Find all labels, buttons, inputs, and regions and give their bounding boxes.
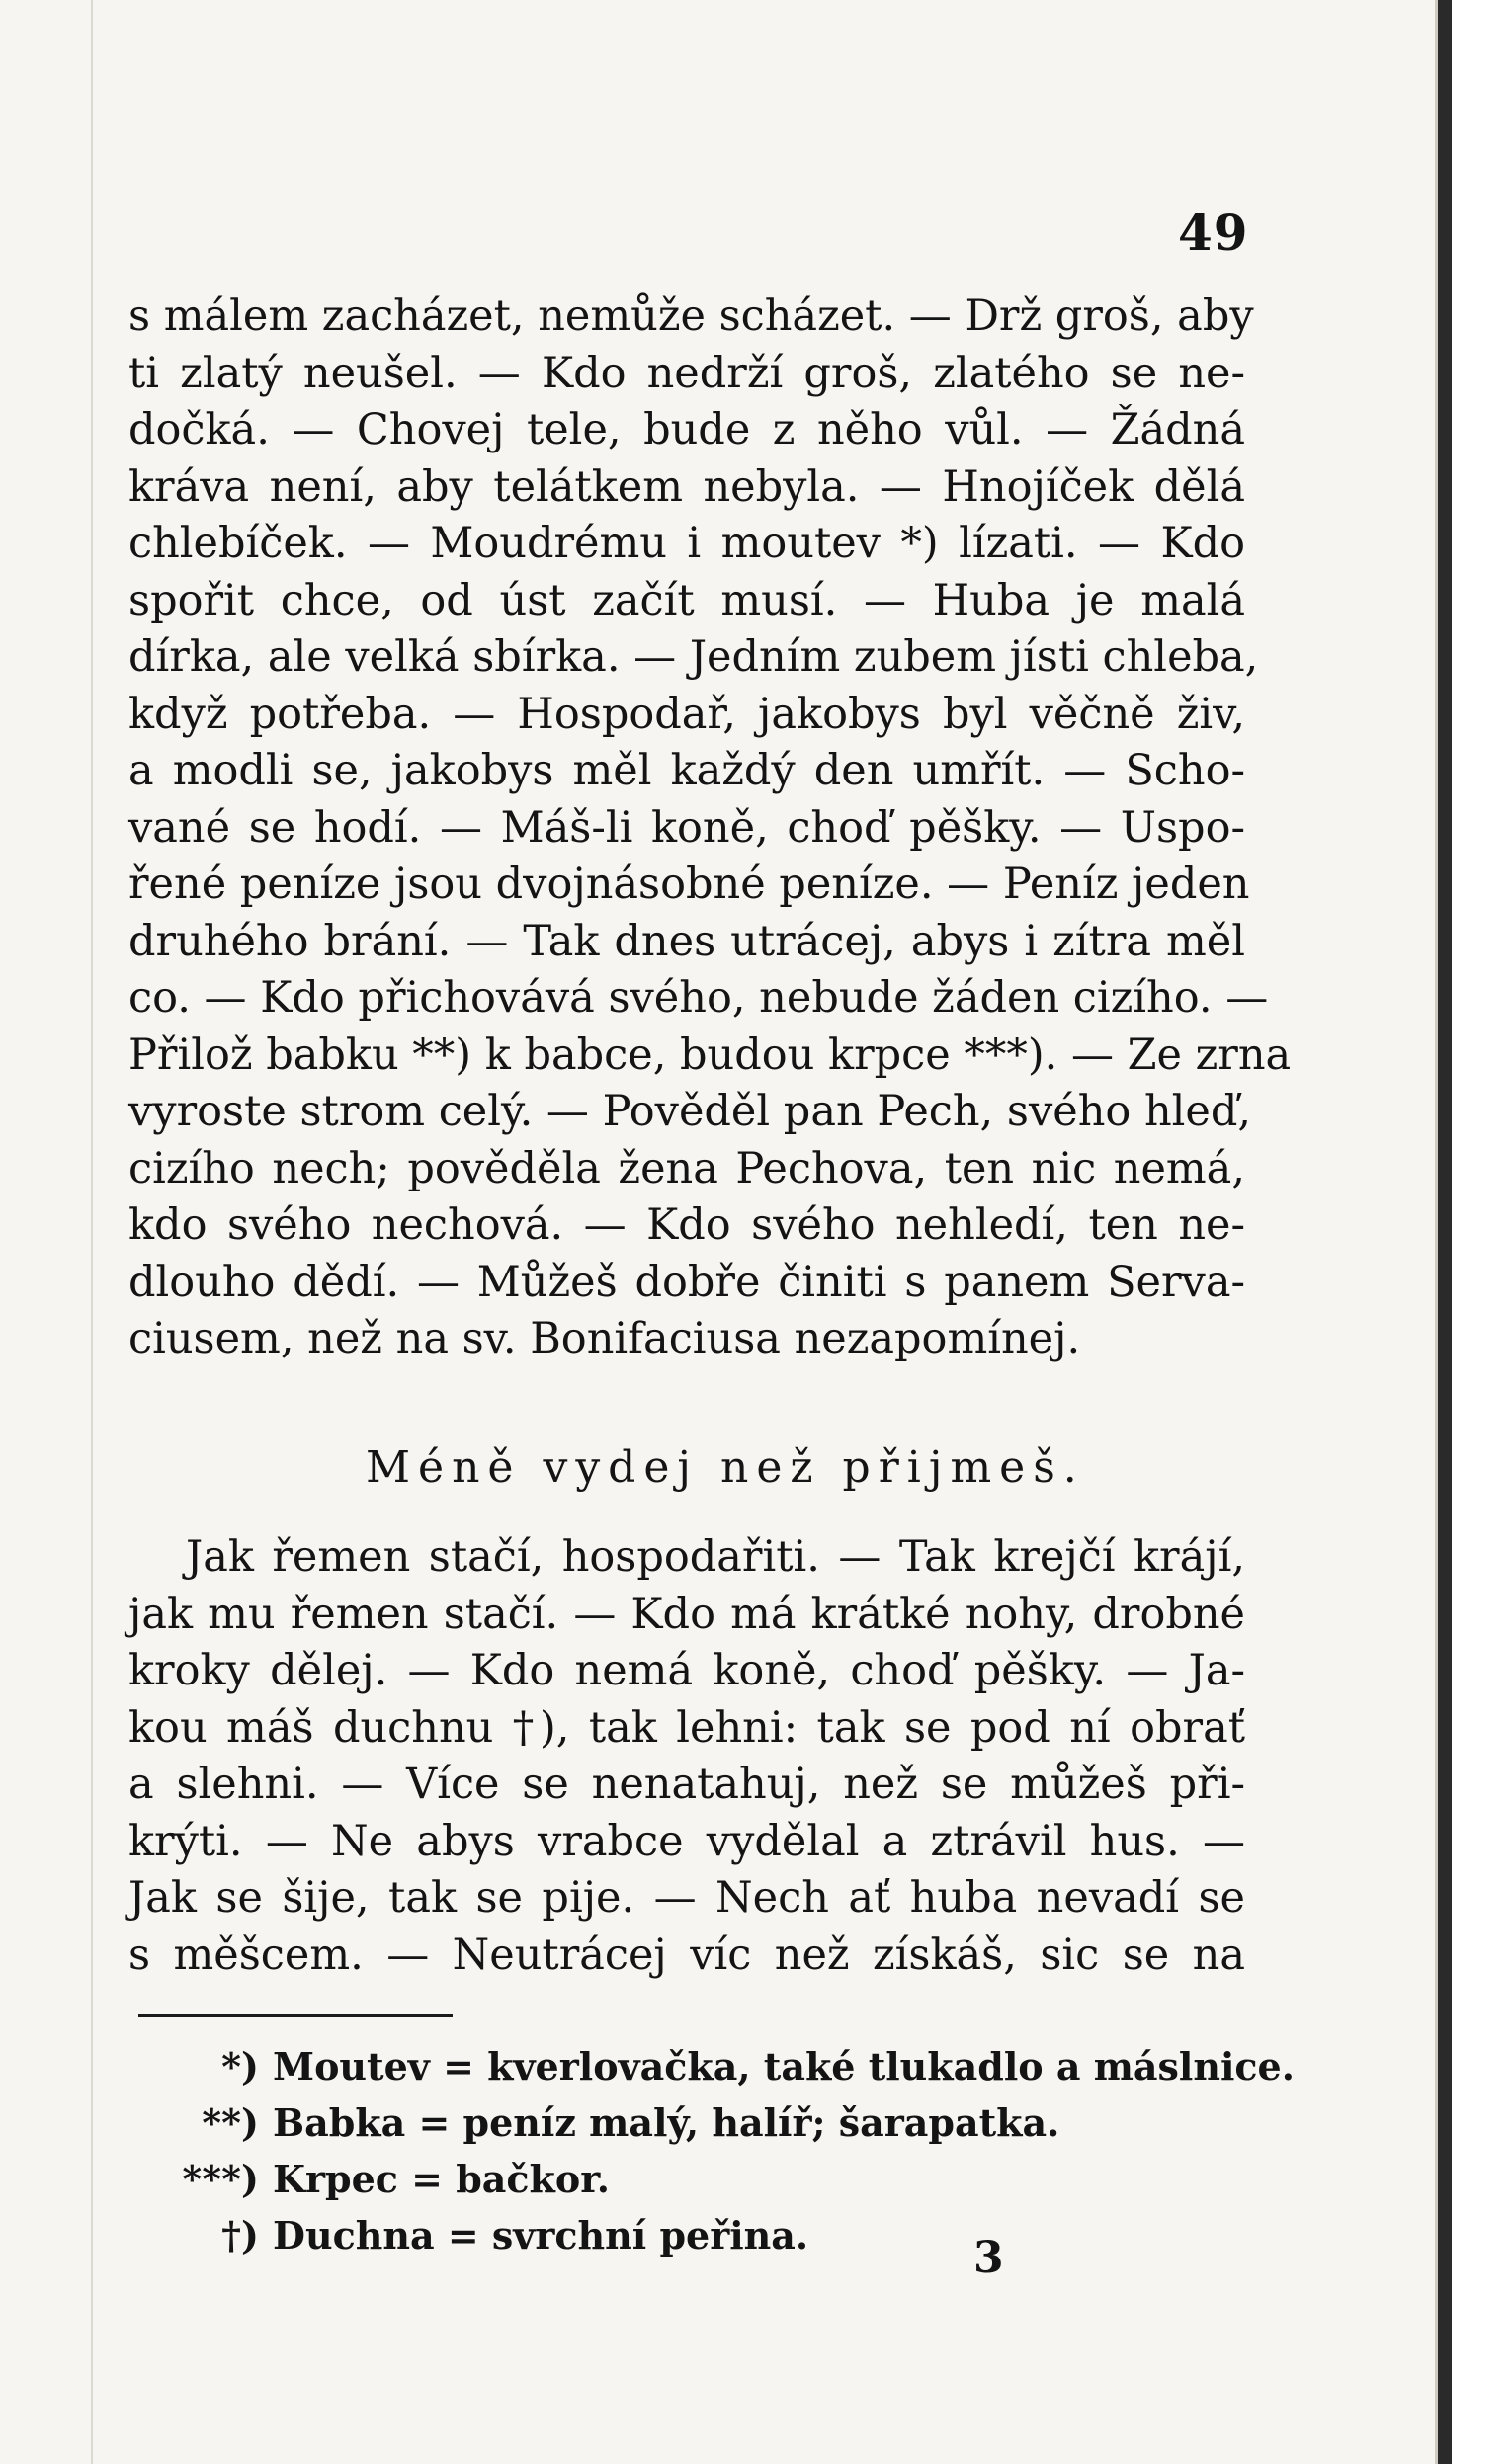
scan-margin [1459, 0, 1512, 2464]
text-line: a slehni. — Více se nenatahuj, než se můžeš při- [128, 1760, 1245, 1809]
footnote-text: Krpec = bačkor. [273, 2157, 610, 2201]
text-line: Jak se šije, tak se pije. — Nech ať huba nevadí se [128, 1873, 1245, 1923]
text-line: druhého brání. — Tak dnes utrácej, abys i zítra měl [128, 916, 1245, 966]
section-heading: Méně vydej než přijmeš. [366, 1442, 1085, 1493]
footnote-mark: †) [221, 2213, 259, 2258]
text-line: Přilož babku **) k babce, budou krpce ***). — Ze zrna [128, 1029, 1292, 1080]
scan-border [1438, 0, 1452, 2464]
footnotes [148, 2038, 1295, 2263]
footnote-mark: **) [202, 2100, 259, 2145]
footnote-text: Babka = peníz malý, halíř; šarapatka. [273, 2100, 1060, 2145]
text-line: ti zlatý neušel. — Kdo nedrží groš, zlatého se ne- [128, 348, 1245, 398]
text-line: kdo svého nechová. — Kdo svého nehledí, ten ne- [128, 1200, 1245, 1250]
footnote [148, 2151, 1295, 2207]
text-line: s měšcem. — Neutrácej víc než získáš, sic se na [128, 1930, 1245, 1980]
footnote [148, 2094, 1295, 2151]
text-line: spořit chce, od úst začít musí. — Huba je malá [128, 575, 1245, 625]
text-line: chlebíček. — Moudrému i moutev *) lízati. — Kdo [128, 519, 1245, 568]
text-line: vyroste strom celý. — Pověděl pan Pech, svého hleď, [128, 1087, 1252, 1136]
text-line: krýti. — Ne abys vrabce vydělal a ztrávil hus. — [128, 1816, 1245, 1866]
text-line: dočká. — Chovej tele, bude z něho vůl. — Žádná [128, 405, 1245, 454]
text-line: co. — Kdo přichovává svého, nebude žáden cizího. — [128, 973, 1269, 1023]
paragraph-1 [128, 288, 1292, 1368]
text-line: dlouho dědí. — Můžeš dobře činiti s panem Serva- [128, 1257, 1245, 1307]
text-line: Jak řemen stačí, hospodařiti. — Tak krejčí krájí, [186, 1532, 1245, 1582]
footnote [148, 2038, 1295, 2094]
footnote-mark: *) [221, 2044, 259, 2089]
footnote [148, 2207, 1295, 2263]
text-line: kou máš duchnu †), tak lehni: tak se pod ní obrať [128, 1702, 1245, 1753]
text-line: když potřeba. — Hospodař, jakobys byl věčně živ, [128, 689, 1245, 739]
text-line: vané se hodí. — Máš-li koně, choď pěšky. — Uspo- [128, 802, 1245, 853]
text-line: kroky dělej. — Kdo nemá koně, choď pěšky. — Ja- [128, 1646, 1245, 1695]
text-line: s málem zacházet, nemůže scházet. — Drž groš, aby [128, 291, 1254, 341]
text-line: cizího nech; pověděla žena Pechova, ten nic nemá, [128, 1143, 1245, 1193]
footnote-text: Duchna = svrchní peřina. [273, 2213, 809, 2258]
footnote-mark: ***) [182, 2157, 259, 2201]
page-number: 49 [1178, 204, 1249, 262]
scan-artifact-line [91, 0, 93, 2464]
footnote-text: Moutev = kverlovačka, také tlukadlo a máslnice. [273, 2044, 1295, 2089]
paragraph-2 [128, 1529, 1245, 1984]
text-line: jak mu řemen stačí. — Kdo má krátké nohy, drobné [128, 1589, 1245, 1639]
printer-signature-mark: 3 [973, 2233, 1004, 2283]
text-line: ciusem, než na sv. Bonifaciusa nezapomínej. [128, 1314, 1081, 1363]
text-line: kráva není, aby telátkem nebyla. — Hnojíček dělá [128, 461, 1245, 512]
text-line: a modli se, jakobys měl každý den umřít. — Scho- [128, 746, 1245, 795]
footnote-divider [138, 2014, 453, 2017]
text-line: řené peníze jsou dvojnásobné peníze. — Peníz jeden [128, 860, 1250, 909]
text-line: dírka, ale velká sbírka. — Jedním zubem jísti chleba, [128, 632, 1259, 682]
